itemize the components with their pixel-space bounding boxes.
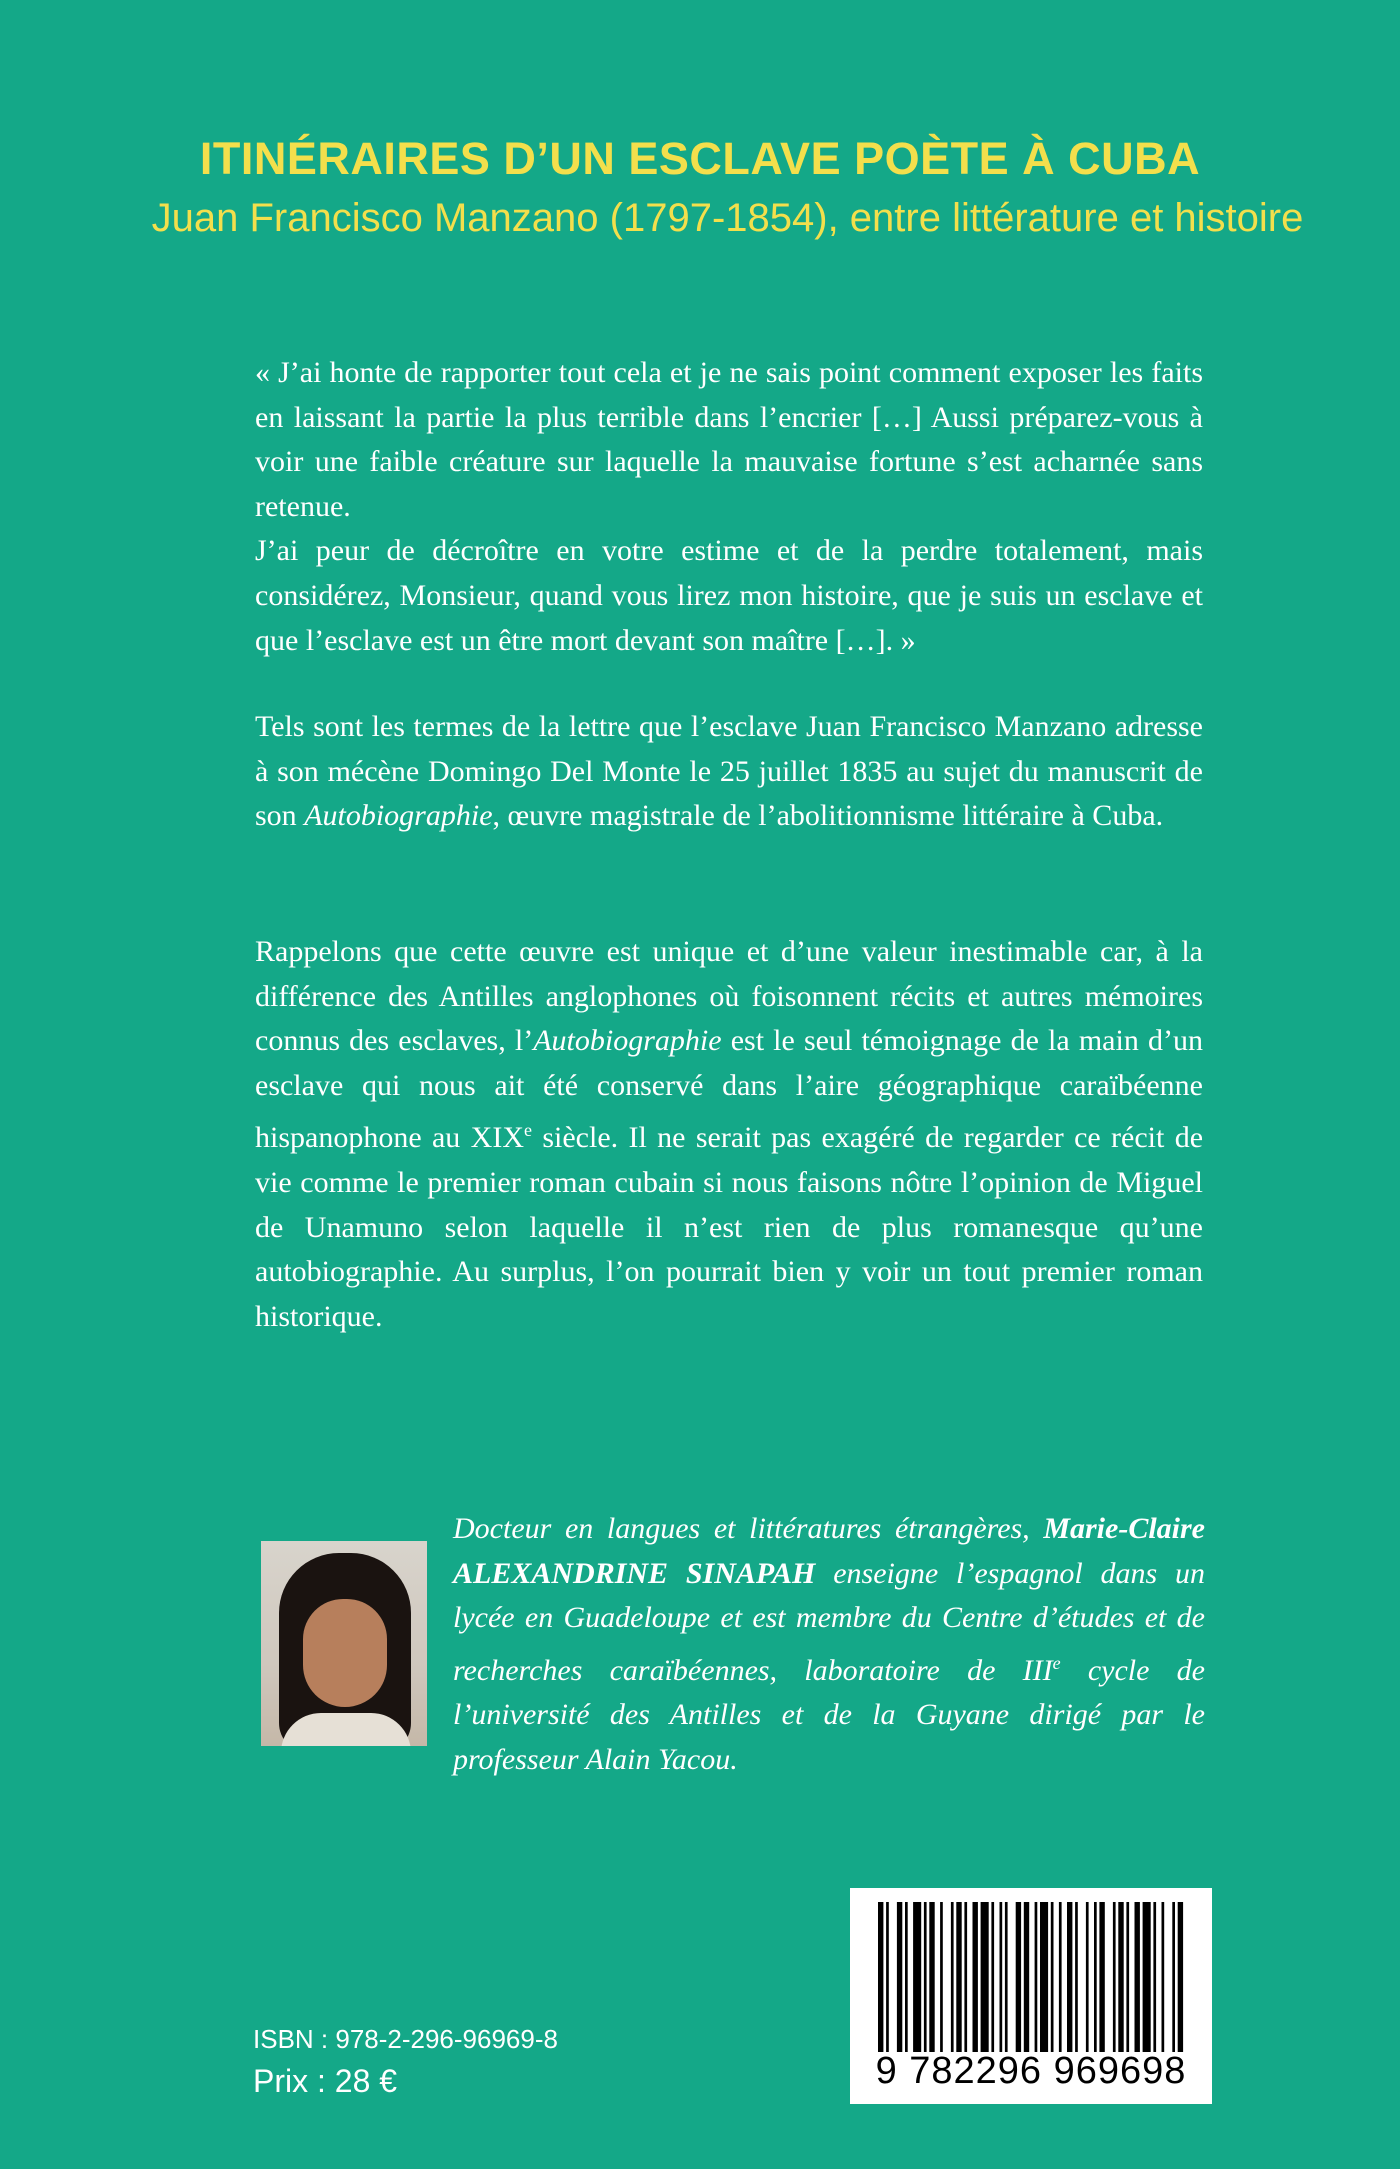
significance-work-title: Autobiographie [533, 1024, 722, 1058]
barcode-bar [897, 1902, 902, 2052]
cycle-superscript: e [1052, 1652, 1061, 1673]
isbn-label: ISBN : 978-2-296-96969-8 [253, 2024, 558, 2054]
context-text-b: , œuvre magistrale de l’abolitionnisme littéraire à Cuba. [492, 799, 1164, 833]
bio-text-c: cycle de l’université des Antilles et de la Guyane dirigé par le professeur Alain Yacou. [453, 1653, 1205, 1776]
barcode-bar [1005, 1902, 1008, 2052]
barcode-bar [878, 1902, 883, 2052]
bio-text-b: enseigne l’espagnol dans un lycée en Guadeloupe et est membre du Centre d’études et de recherches caraïbéennes, laboratoire de III [453, 1556, 1206, 1687]
barcode-bar [913, 1902, 921, 2052]
context-work-title: Autobiographie [304, 799, 493, 833]
significance-text-a: Rappelons que cette œuvre est unique et d’une valeur inestimable car, à la différence des Antilles anglophones où foisonnent récits et autres mémoires connus des esclaves, l’ [255, 935, 1203, 1058]
significance-paragraph [255, 930, 1203, 1339]
barcode-bar [1135, 1902, 1140, 2052]
barcode-bar [1099, 1902, 1104, 2052]
significance-text-b: est le seul témoignage de la main d’un esclave qui nous ait été conservé dans l’aire géographique caraïbéenne hispanophone au XIX [255, 1024, 1203, 1155]
bio-text-a: Docteur en langues et littératures étrangères, [453, 1512, 1044, 1545]
quote-paragraph-1: « J’ai honte de rapporter tout cela et je ne sais point comment exposer les faits en laissant la partie la plus terrible dans l’encrier […] Aussi préparez-vous à voir une faible créature sur laquelle la mauvaise fortune s’est acharnée sans retenue. [255, 356, 1203, 523]
barcode-bar [924, 1902, 927, 2052]
barcode-bar [1118, 1902, 1123, 2052]
book-subtitle: Juan Francisco Manzano (1797-1854), entre littérature et histoire [151, 196, 1304, 240]
barcode-bar [1094, 1902, 1097, 2052]
barcode-bar [956, 1902, 961, 2052]
barcode-bar [951, 1902, 954, 2052]
barcode-bar [1143, 1902, 1151, 2052]
barcode-bar [981, 1902, 989, 2052]
author-bio [453, 1507, 1205, 1783]
barcode-bar [1000, 1902, 1003, 2052]
author-photo [261, 1541, 427, 1746]
barcode-bar [1016, 1902, 1021, 2052]
author-name: Marie-Claire ALEXANDRINE SINAPAH [453, 1512, 1205, 1590]
barcode-bar [1024, 1902, 1029, 2052]
barcode-bar [1067, 1902, 1072, 2052]
barcode-bar [1178, 1902, 1183, 2052]
barcode-bars [850, 1888, 1212, 2058]
barcode-bar [929, 1902, 934, 2052]
barcode-bar [886, 1902, 889, 2052]
barcode-bar [1172, 1902, 1175, 2052]
significance-text-c: siècle. Il ne serait pas exagéré de regarder ce récit de vie comme le premier roman cubain si nous faisons nôtre l’opinion de Miguel de Unamuno selon laquelle il n’est rien de plus romanesque qu’une autobiographie. Au surplus, l’on pourrait bien y voir un tout premier roman historique. [255, 1121, 1204, 1333]
barcode-bar [1153, 1902, 1156, 2052]
barcode-bar [1162, 1902, 1165, 2052]
barcode-bar [1051, 1902, 1054, 2052]
barcode-bar [1035, 1902, 1038, 2052]
barcode-bar [1126, 1902, 1129, 2052]
barcode-bar [1040, 1902, 1048, 2052]
barcode-digits: 9 782296 969698 [875, 2050, 1187, 2092]
barcode-bar [964, 1902, 967, 2052]
barcode-bar [973, 1902, 978, 2052]
barcode-bar [940, 1902, 943, 2052]
quote-block [255, 351, 1203, 663]
context-text-a: Tels sont les termes de la lettre que l’esclave Juan Francisco Manzano adresse à son mécène Domingo Del Monte le 25 juillet 1835 au sujet du manuscrit de son [255, 710, 1203, 833]
barcode-bar [1113, 1902, 1116, 2052]
book-title: ITINÉRAIRES D’UN ESCLAVE POÈTE À CUBA [199, 133, 1201, 184]
barcode-bar [991, 1902, 994, 2052]
barcode-bar [1075, 1902, 1078, 2052]
barcode-bar [1086, 1902, 1089, 2052]
context-paragraph [255, 705, 1203, 839]
quote-paragraph-2: J’ai peur de décroître en votre estime et de la perdre totalement, mais considérez, Monsieur, quand vous lirez mon histoire, que je suis un esclave et que l’esclave est un être mort devant son maître […]. » [255, 534, 1203, 657]
barcode [850, 1888, 1212, 2104]
barcode-bar [1059, 1902, 1062, 2052]
century-superscript: e [524, 1120, 532, 1141]
price-label: Prix : 28 € [253, 2063, 398, 2099]
barcode-bar [905, 1902, 908, 2052]
